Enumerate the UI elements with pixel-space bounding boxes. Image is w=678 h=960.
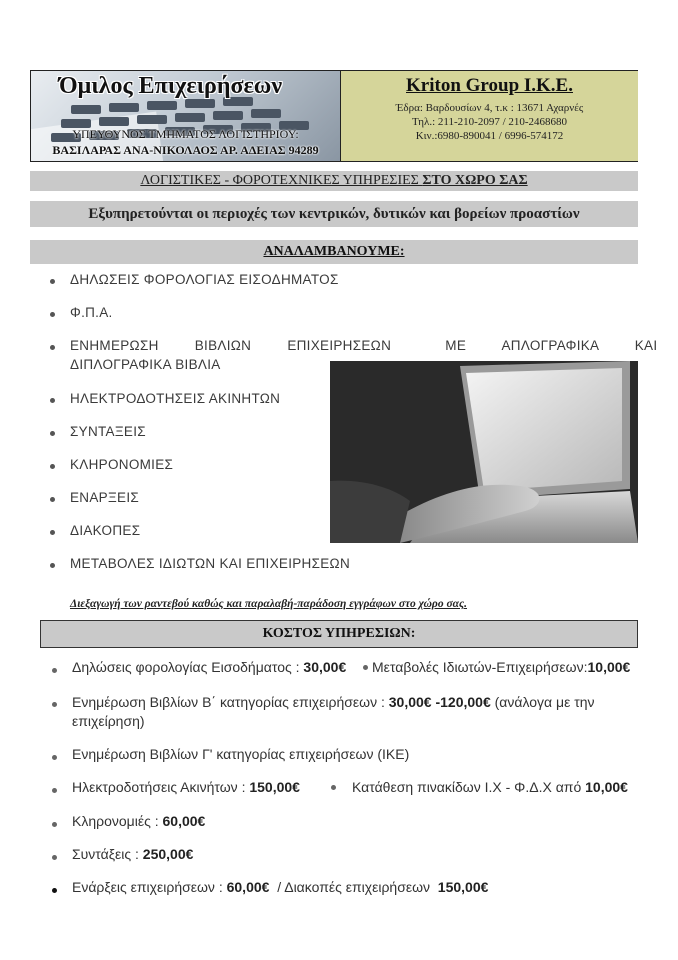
service-item: ΔΙΑΚΟΠΕΣ [70,523,141,538]
service-item: ΗΛΕΚΤΡΟΔΟΤΗΣΕΙΣ ΑΚΙΝΗΤΩΝ [70,391,281,406]
company-address: Έδρα: Βαρδουσίων 4, τ.κ : 13671 Αχαρνές [395,102,584,114]
service-item [70,338,658,353]
company-phone: Τηλ.: 211-210-2097 / 210-2468680 [411,116,568,128]
bullet-icon [50,563,55,568]
cost-note: (ανάλογα με την [490,694,595,710]
cost-label: Ενάρξεις επιχειρήσεων : [72,879,227,895]
cost-price: 60,00€ [162,813,206,829]
bullet-icon [363,665,368,670]
calculator-key [137,115,167,124]
service-item-text: ΕΝΗΜΕΡΩΣΗ ΒΙΒΛΙΩΝ ΕΠΙΧΕΙΡΗΣΕΩΝ ΜΕ ΑΠΛΟΓΡΑΦΙΚΑ ΚΑΙ [70,338,658,353]
cost-price: 150,00€ [437,879,489,895]
bullet-icon [52,888,57,893]
calculator-key [185,99,215,108]
cost-item: Ενημέρωση Βιβλίων Γ' κατηγορίας επιχειρήσεων (ΙΚΕ) [72,746,410,762]
letterhead [30,70,638,162]
bullet-icon [52,855,57,860]
bullet-icon [50,431,55,436]
bullet-icon [50,279,55,284]
cost-item [72,659,346,675]
areas-banner: Εξυπηρετούνται οι περιοχές των κεντρικών, δυτικών και βορείων προαστίων [30,201,638,227]
cost-item-continuation: επιχείρηση) [72,713,145,729]
calculator-key [109,103,139,112]
bullet-icon [52,822,57,827]
cost-item [72,813,205,829]
accountant-name: ΒΑΣΙΛΑΡΑΣ ΑΝΑ-ΝΙΚΟΛΑΟΣ ΑΡ. ΑΔΕΙΑΣ 94289 [52,143,319,157]
appointment-note: Διεξαγωγή των ραντεβού καθώς και παραλαβή-παράδοση εγγράφων στο χώρο σας. [70,598,468,610]
cost-label: Ενημέρωση Βιβλίων Β΄ κατηγορίας επιχειρήσεων : [72,694,389,710]
company-name: Kriton Group I.K.E. [406,75,573,96]
calculator-key [99,117,129,126]
services-banner-text: ΛΟΓΙΣΤΙΚΕΣ - ΦΟΡΟΤΕΧΝΙΚΕΣ ΥΠΗΡΕΣΙΕΣ [140,173,423,188]
cost-price: 30,00€ [303,659,347,675]
cost-label: Δηλώσεις φορολογίας Εισοδήματος : [72,659,304,675]
bullet-icon [52,755,57,760]
cost-label: Κατάθεση πινακίδων Ι.Χ - Φ.Δ.Χ από [352,779,586,795]
bullet-icon [52,788,57,793]
cost-price: 10,00€ [587,659,631,675]
cost-item [372,659,630,675]
cost-heading: ΚΟΣΤΟΣ ΥΠΗΡΕΣΙΩΝ: [40,620,638,648]
cost-price: 30,00€ -120,00€ [388,694,491,710]
calculator-key [251,109,281,118]
cost-item [72,879,488,895]
cost-label: Ηλεκτροδοτήσεις Ακινήτων : [72,779,250,795]
service-item: ΜΕΤΑΒΟΛΕΣ ΙΔΙΩΤΩΝ ΚΑΙ ΕΠΙΧΕΙΡΗΣΕΩΝ [70,556,351,571]
bullet-icon [331,785,336,790]
laptop-illustration [330,361,638,543]
cost-label: Κληρονομιές : [72,813,163,829]
bullet-icon [50,345,55,350]
bullet-icon [50,530,55,535]
cost-price: 250,00€ [142,846,194,862]
company-info-panel [340,71,638,161]
bullet-icon [52,668,57,673]
service-item-continuation: ΔΙΠΛΟΓΡΑΦΙΚΑ ΒΙΒΛΙΑ [70,357,221,372]
calculator-key [71,105,101,114]
cost-price: 60,00€ [226,879,270,895]
calculator-banner [31,71,340,161]
cost-price: 150,00€ [249,779,300,795]
cost-item [72,779,300,795]
calculator-key [147,101,177,110]
calculator-key [175,113,205,122]
service-item: ΕΝΑΡΞΕΙΣ [70,490,140,505]
bullet-icon [50,312,55,317]
group-title: Όμιλος Επιχειρήσεων [59,73,283,99]
company-mobile: Κιν.:6980-890041 / 6996-574172 [415,130,564,142]
laptop-photo [330,361,638,543]
service-item: ΔΗΛΩΣΕΙΣ ΦΟΡΟΛΟΓΙΑΣ ΕΙΣΟΔΗΜΑΤΟΣ [70,272,339,287]
undertake-heading: ΑΝΑΛΑΜΒΑΝΟΥΜΕ: [30,240,638,264]
cost-label: Συντάξεις : [72,846,143,862]
bullet-icon [50,497,55,502]
bullet-icon [52,702,57,707]
cost-item [72,694,595,710]
cost-label: / Διακοπές επιχειρήσεων [269,879,438,895]
calculator-key [213,111,243,120]
services-banner-highlight: ΣΤΟ ΧΩΡΟ ΣΑΣ [422,173,528,188]
service-item: ΚΛΗΡΟΝΟΜΙΕΣ [70,457,174,472]
service-item: Φ.Π.Α. [70,305,113,320]
services-banner [30,171,638,191]
bullet-icon [50,398,55,403]
cost-label: Μεταβολές Ιδιωτών-Επιχειρήσεων: [372,659,588,675]
cost-price: 10,00€ [585,779,628,795]
cost-item [352,779,628,795]
cost-item [72,846,193,862]
bullet-icon [50,464,55,469]
accounting-head-role: ΥΠΕΥΘΥΝΟΣ ΤΜΗΜΑΤΟΣ ΛΟΓΙΣΤΗΡΙΟΥ: [72,127,299,141]
service-item: ΣΥΝΤΑΞΕΙΣ [70,424,146,439]
